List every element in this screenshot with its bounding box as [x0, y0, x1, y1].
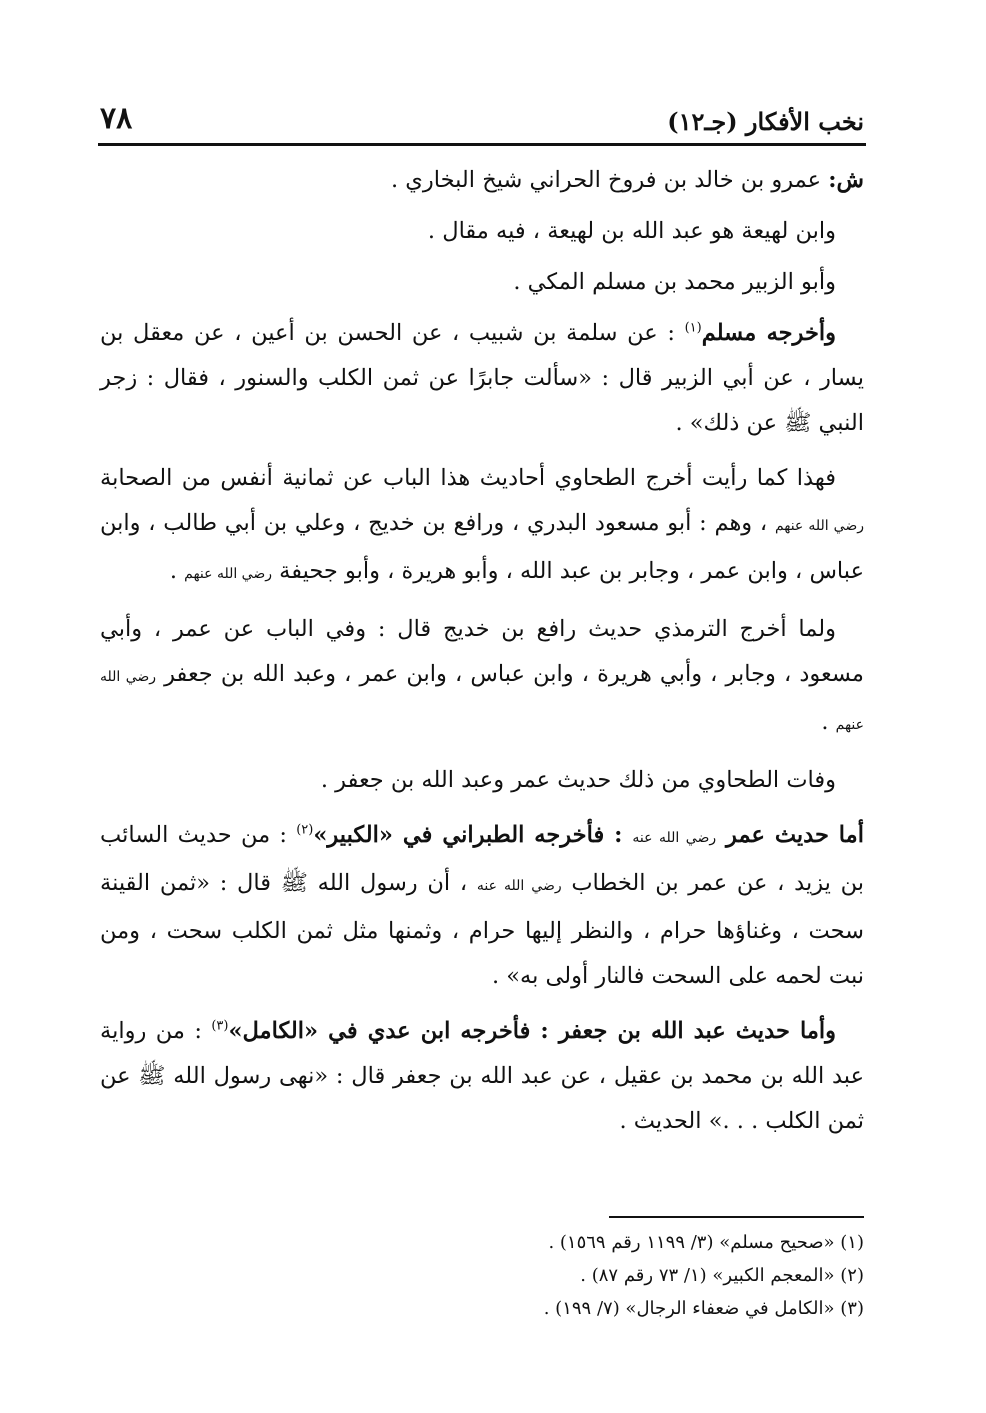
paragraph-tirmidhi	[100, 607, 864, 748]
paragraph-text: : عن سلمة بن شبيب ، عن الحسن بن أعين ، عن معقل بن يسار ، عن أبي الزبير قال : «سألت جابرًا عن ثمن الكلب والسنور ، فقال : زجر النبي ﷺ عن ذلك» .	[100, 320, 864, 436]
footnote-item: (١) «صحيح مسلم» (٣/ ١١٩٩ رقم ١٥٦٩) .	[548, 1232, 864, 1253]
main-text	[100, 158, 864, 1154]
paragraph-eight-companions	[100, 456, 864, 597]
paragraph-abu-zubayr	[100, 260, 864, 305]
honorific-glyph: رضي الله عنهم	[774, 518, 864, 534]
paragraph-missed	[100, 758, 864, 803]
paragraph-text: ، وهم : أبو مسعود البدري ، ورافع بن خديج ، وعلي بن أبي طالب ، وابن عباس ، وابن عمر ، وجابر بن عبد الله ، وأبو هريرة ، وأبو جحيفة	[100, 510, 864, 584]
page-number: ٧٨	[100, 101, 133, 136]
footnote-item: (٢) «المعجم الكبير» (١/ ٧٣ رقم ٨٧) .	[580, 1265, 864, 1286]
honorific-glyph: رضي الله عنهم	[100, 669, 864, 733]
honorific-glyph: رضي الله عنه	[632, 830, 717, 846]
paragraph-lead: ش:	[828, 167, 864, 193]
paragraph-text: ، أن رسول الله ﷺ قال : «ثمن القينة سحت ، وغناؤها حرام ، والنظر إليها حرام ، وثمنها مثل ثمن الكلب سحت ، ومن نبت لحمه على السحت فالنار أولى به» .	[100, 870, 864, 989]
paragraph-text: فهذا كما رأيت أخرج الطحاوي أحاديث هذا الباب عن ثمانية أنفس من الصحابة	[100, 465, 836, 491]
paragraph-text: .	[169, 558, 185, 584]
paragraph-text: ولما أخرج الترمذي حديث رافع بن خديج قال : وفي الباب عن عمر ، وأبي مسعود ، وجابر ، وأبي هريرة ، وابن عباس ، وابن عمر ، وعبد الله بن جعفر	[100, 616, 864, 687]
footnote-ref: (٣)	[211, 1018, 229, 1034]
paragraph-lead: : فأخرجه الطبراني في «الكبير»	[313, 822, 633, 848]
paragraph-muslim	[100, 311, 864, 446]
paragraph-text: : من حديث السائب بن يزيد ، عن عمر بن الخطاب	[100, 822, 864, 896]
paragraph-text: .	[821, 709, 836, 735]
paragraph-text: وفات الطحاوي من ذلك حديث عمر وعبد الله بن جعفر .	[320, 767, 836, 793]
paragraph-hadith-ibn-jafar	[100, 1009, 864, 1144]
paragraph-lead: وأما حديث عبد الله بن جعفر : فأخرجه ابن عدي في «الكامل»	[228, 1018, 836, 1044]
header-divider	[98, 143, 866, 146]
footnote-ref: (١)	[684, 320, 702, 336]
footnotes	[300, 1226, 864, 1325]
paragraph-lead: وأخرجه مسلم	[701, 320, 837, 346]
page-header	[100, 86, 864, 136]
paragraph-lead: أما حديث عمر	[716, 822, 864, 848]
footnote-ref: (٢)	[296, 822, 314, 838]
paragraph-hadith-umar	[100, 813, 864, 999]
paragraph-text: وابن لهيعة هو عبد الله بن لهيعة ، فيه مقال .	[427, 218, 836, 244]
running-title: نخب الأفكار (جـ١٢)	[667, 107, 864, 136]
paragraph-ibn-lahiah	[100, 209, 864, 254]
paragraph-commentary-intro	[100, 158, 864, 203]
paragraph-text: : من رواية عبد الله بن محمد بن عقيل ، عن عبد الله بن جعفر قال : «نهى رسول الله ﷺ عن ثمن الكلب . . .» الحديث .	[100, 1018, 864, 1134]
paragraph-text: وأبو الزبير محمد بن مسلم المكي .	[513, 269, 836, 295]
footnote-item: (٣) «الكامل في ضعفاء الرجال» (٧/ ١٩٩) .	[543, 1298, 864, 1319]
honorific-glyph: رضي الله عنهم	[184, 566, 273, 582]
footnote-divider	[609, 1216, 864, 1218]
honorific-glyph: رضي الله عنه	[476, 878, 562, 894]
paragraph-text: عمرو بن خالد بن فروخ الحراني شيخ البخاري .	[390, 167, 829, 193]
